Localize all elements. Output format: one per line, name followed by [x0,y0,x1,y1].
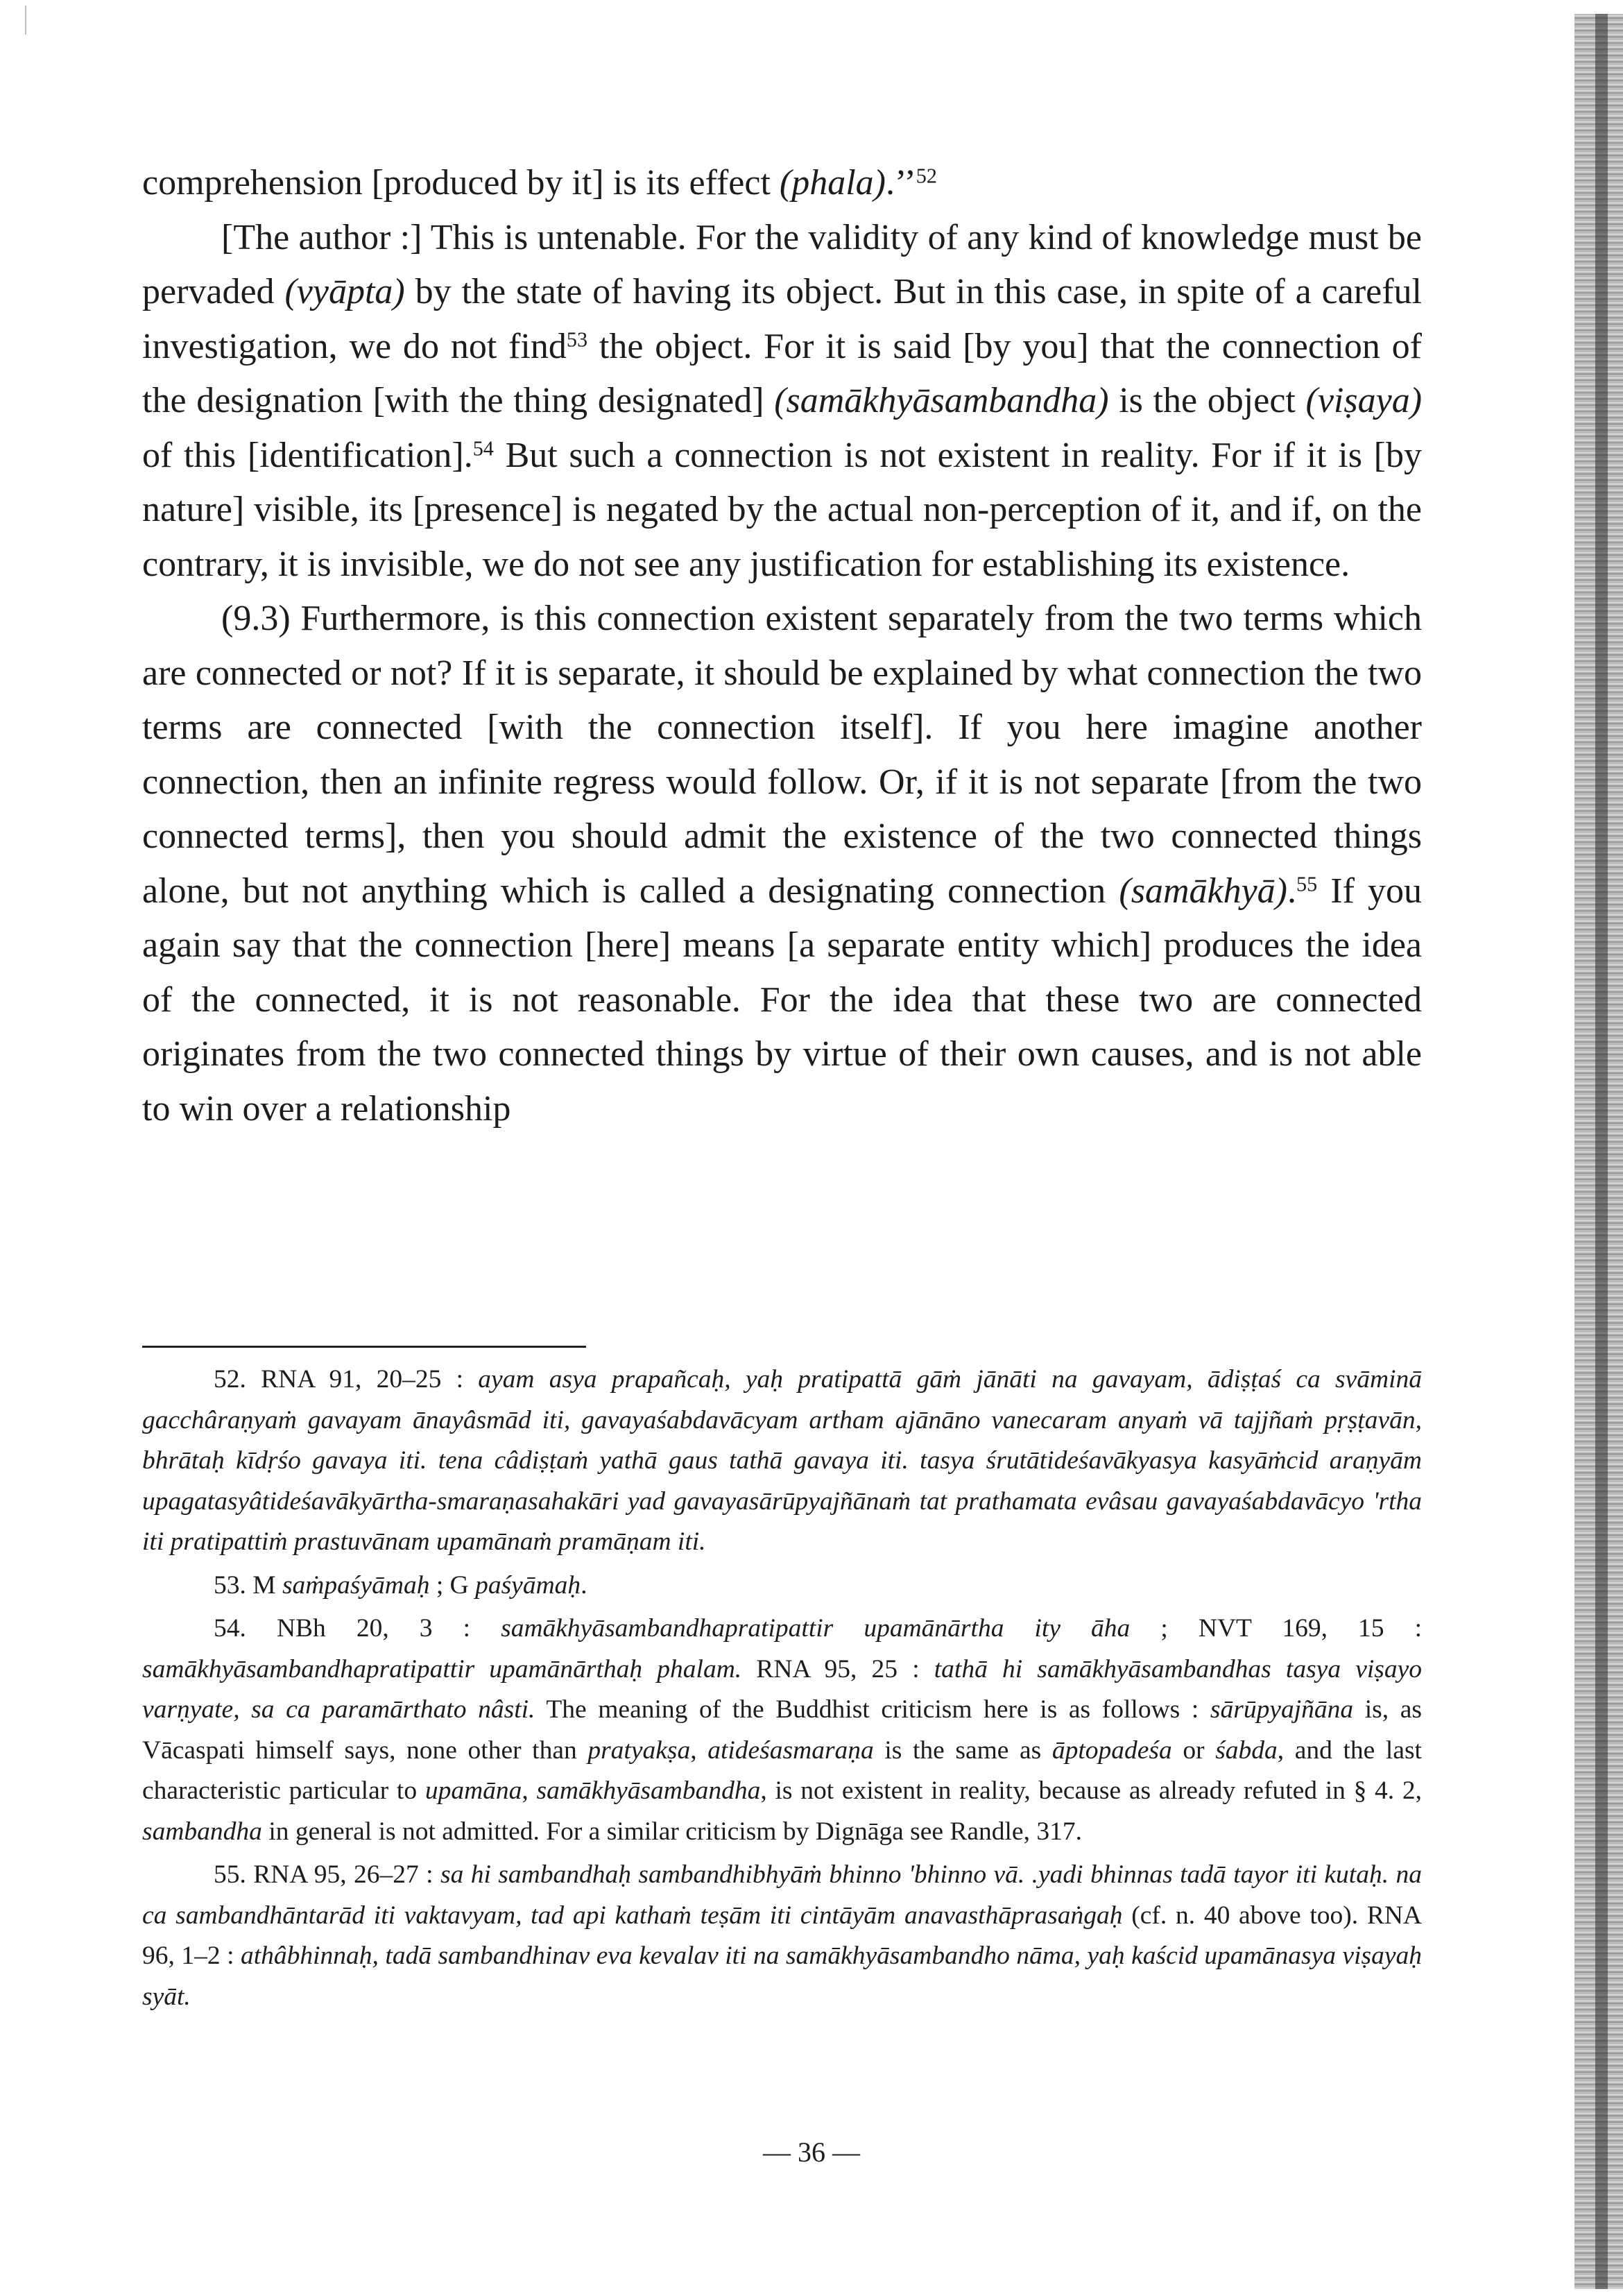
main-text [142,156,1422,1136]
text-run: ; NVT 169, 15 : [1130,1614,1423,1643]
text-run: RNA 95, 25 : [741,1654,934,1684]
text-run: in general is not admitted. For a similar criticism by Dignāga see Randle, 317. [261,1817,1082,1846]
text-run: , [522,1776,537,1805]
italic-term: samākhyāsambandha [536,1776,761,1805]
footnote-52 [142,1360,1422,1563]
text-run: . [581,1570,587,1600]
text-run: (9.3) Furthermore, is this connection existent separately from the two terms which are connected or not? If it is separate, it should be explained by what connection the two terms are connected [with the connection itself]. If you here imagine another connection, then an infinite regress would follow. Or, if it is not separate [from the two connected terms], then you should admit the existence of the two connected things alone, but not anything which is called a designating connection [142,599,1422,911]
text-run: is the object [1108,381,1306,420]
text-run: . [1287,871,1296,911]
italic-term: sa hi sambandhaḥ sambandhibhyāṁ bhinno 'bhinno vā. .yadi bhinnas tadā tayor iti kutaḥ. na ca sambandhāntarād iti vaktavyam, tad api kathaṁ teṣām iti cintāyām anavasthāprasaṅgaḥ [142,1860,1422,1930]
footnote-53 [142,1566,1422,1607]
text-run: of this [identification]. [142,435,473,475]
italic-term: (viṣaya) [1305,381,1423,420]
paragraph-1 [142,156,1422,211]
text-run: The meaning of the Buddhist criticism here is as follows : [535,1695,1210,1724]
text-run: is, as Vācaspati himself says, none other than [142,1695,1423,1765]
italic-term: paśyāmaḥ [475,1570,581,1600]
text-run: is the same as [873,1736,1052,1765]
text-run: If you again say that the connection [here] means [a separate entity which] produces the idea of the connected, it is not reasonable. For the idea that these two are connected originates from the two connected things by virtue of their own causes, and is not able to win over a relationship [142,871,1423,1129]
scanned-page-edge-shadow [1595,14,1608,2289]
text-run: 52. RNA 91, 20–25 : [214,1365,479,1394]
paragraph-2 [142,211,1422,592]
footnote-55 [142,1855,1422,2017]
text-run: or [1171,1736,1216,1765]
text-run: But such a connection is not existent in reality. For if it is [by nature] visible, its [presence] is negated by the actual non-perception of it, and if, on the contrary, it is invisible, we do not see any justification for establishing its existence. [142,435,1422,584]
footnote-rule [142,1346,586,1348]
text-run: (cf. n. 40 above too). RNA 96, 1–2 : [142,1901,1422,1970]
italic-term: upamāna [424,1776,522,1805]
italic-term: pratyakṣa [587,1736,691,1765]
footnote-ref: 55 [1296,871,1318,896]
text-run: comprehension [produced by it] is its effect [142,163,780,203]
italic-term: sārūpyajñāna [1210,1695,1354,1724]
text-run: [The author :] This is untenable. For the validity of any kind of knowledge must be pervaded [142,217,1422,311]
footnote-ref: 54 [472,436,494,460]
text-run: .’’ [885,163,916,203]
italic-term: ayam asya prapañcaḥ, yaḥ pratipattā gāṁ jānāti na gavayam, ādiṣṭaś ca svāminā gacchâraṇyaṁ gavayam ānayâsmād iti, gavayaśabdavācyam artham ajānāno vanecaram anyaṁ vā tajjñaṁ pṛṣṭavān, bhrātaḥ kīdṛśo gavaya iti. tena câdiṣṭaṁ yathā gaus tathā gavaya iti. tasya śrutātideśavākyasya kasyāṁcid araṇyām upagatasyâtideśavākyārtha-smaraṇasahakāri yad gavayasārūpyajñānaṁ tat prathamata evâsau gavayaśabdavācyo 'rtha iti pratipattiṁ prastuvānam upamānaṁ pramāṇam iti. [142,1365,1422,1556]
italic-term: (vyāpta) [284,272,405,311]
text-run: , [690,1736,708,1765]
italic-term: tathā hi samākhyāsambandhas tasya viṣayo varṇyate, sa ca paramārthato nâsti. [142,1654,1423,1724]
italic-term: āptopadeśa [1051,1736,1172,1765]
italic-term: athâbhinnaḥ, tadā sambandhinav eva kevalav iti na samākhyāsambandho nāma, yaḥ kaścid upamānasya viṣayaḥ syāt. [142,1942,1422,2011]
italic-term: (samākhyā) [1119,871,1287,911]
text-run: , is not existent in reality, because as already refuted in § 4. 2, [760,1776,1423,1805]
italic-term: (samākhyāsambandha) [774,381,1109,420]
text-run: by the state of having its object. But in this case, in spite of a careful investigation, we do not find [142,272,1422,366]
text-run: the object. For it is said [by you] that the connection of the designation [with the thing designated] [142,326,1422,420]
footnote-54 [142,1609,1422,1852]
text-run: 54. NBh 20, 3 : [214,1614,501,1643]
text-run: , and the last characteristic particular to [142,1736,1422,1805]
footnotes [142,1360,1422,2020]
scan-mark [25,6,26,35]
paragraph-3 [142,592,1422,1136]
italic-term: samākhyāsambandhapratipattir upamānārtha ity āha [501,1614,1131,1643]
italic-term: saṁpaśyāmaḥ [282,1570,430,1600]
italic-term: (phala) [779,163,886,203]
italic-term: śabda [1215,1736,1278,1765]
text-run: 55. RNA 95, 26–27 : [214,1860,440,1889]
footnote-ref: 53 [566,327,588,351]
footnote-ref: 52 [916,164,937,188]
italic-term: samākhyāsambandhapratipattir upamānārthaḥ phalam. [142,1654,742,1684]
text-run: 53. M [214,1570,282,1600]
text-run: ; G [429,1570,476,1600]
italic-term: sambandha [142,1817,262,1846]
page-number: — 36 — [763,2136,860,2168]
italic-term: atideśasmaraṇa [707,1736,874,1765]
